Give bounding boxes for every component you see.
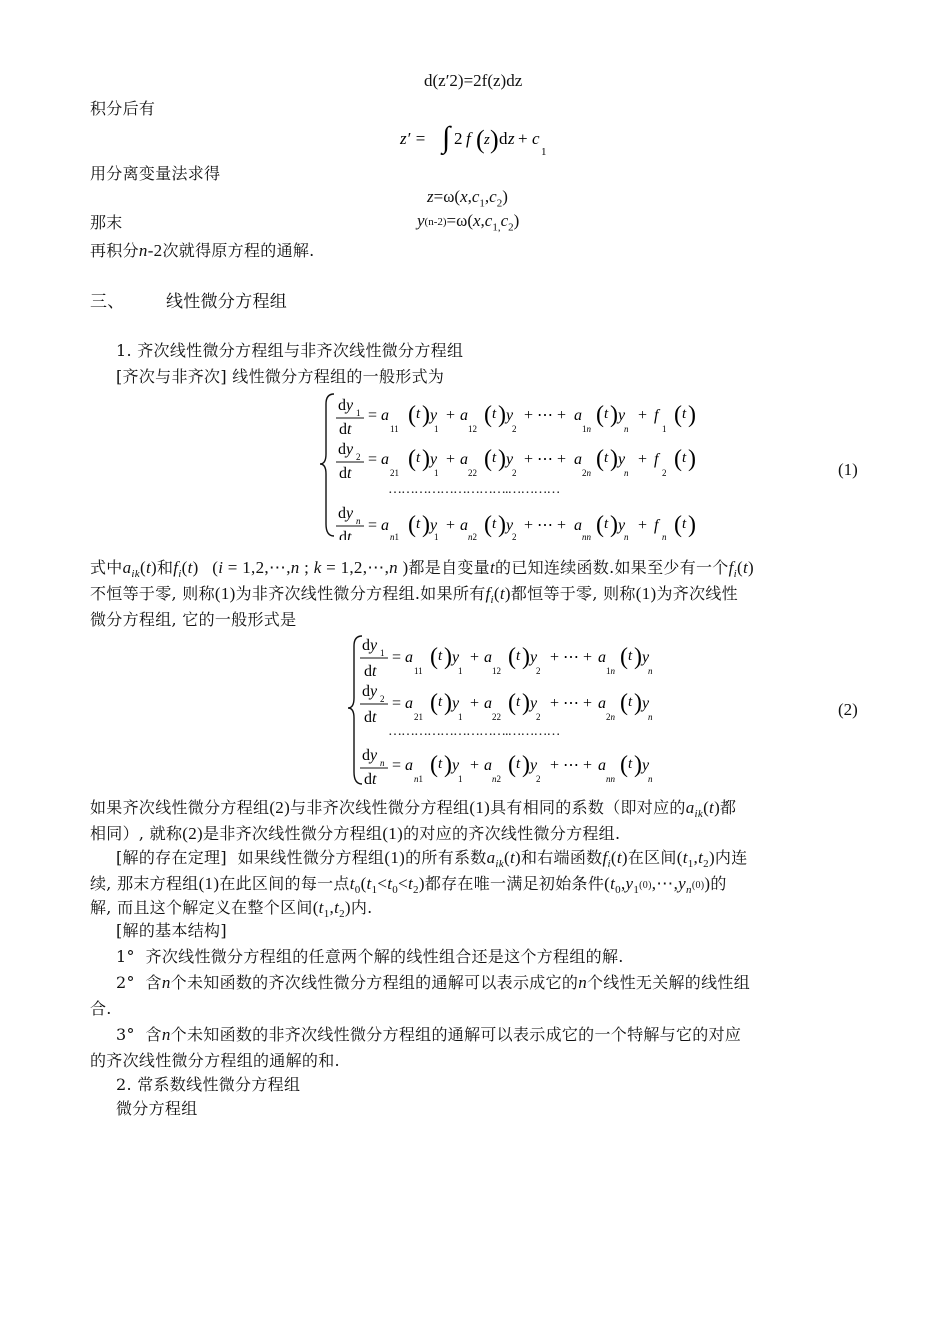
svg-text:a: a	[484, 649, 492, 666]
svg-text:1: 1	[434, 468, 439, 478]
svg-text:n: n	[624, 468, 629, 478]
svg-text:): )	[688, 402, 696, 428]
svg-text:n: n	[356, 516, 361, 526]
svg-text:+: +	[446, 407, 456, 424]
svg-text:+ ⋯ +: + ⋯ +	[524, 451, 567, 468]
equation-system-2	[346, 632, 686, 788]
svg-text:21: 21	[414, 712, 423, 722]
svg-text:2: 2	[536, 774, 541, 784]
svg-text:+ ⋯ +: + ⋯ +	[550, 649, 593, 666]
svg-text:y: y	[430, 407, 438, 424]
svg-text:+: +	[638, 451, 648, 468]
svg-text:y: y	[642, 695, 650, 712]
svg-text:t: t	[438, 648, 443, 664]
svg-text:t: t	[416, 406, 421, 422]
svg-text:y: y	[506, 517, 514, 534]
svg-text:(: (	[674, 512, 682, 538]
svg-text:y: y	[430, 451, 438, 468]
svg-text:t: t	[604, 516, 609, 532]
svg-text:n: n	[624, 532, 629, 540]
svg-text:a: a	[574, 407, 582, 424]
svg-text:y: y	[618, 451, 626, 468]
svg-text:f: f	[654, 451, 659, 468]
svg-text:y: y	[452, 757, 460, 774]
svg-text:= a: = a	[368, 407, 390, 424]
svg-text:2: 2	[536, 712, 541, 722]
svg-text:n2: n2	[468, 532, 477, 540]
svg-text:t: t	[604, 450, 609, 466]
svg-text:): )	[444, 644, 452, 670]
svg-text:2n: 2n	[582, 468, 591, 478]
subsection-1-title: 1. 齐次线性微分方程组与非齐次线性微分方程组	[116, 341, 464, 360]
svg-text:(: (	[674, 402, 682, 428]
paragraph-1-line-1: 式中$a_{ik}(t)$和$f_i(t) (i$ = 1,2,⋯,n ; k = 1,2,⋯,n )都是自变量t的已知连续函数.如果至少有一个$f_i(t)$	[90, 558, 754, 581]
svg-text:): )	[634, 752, 642, 778]
svg-text:a: a	[598, 757, 606, 774]
svg-text:+: +	[446, 451, 456, 468]
svg-text:f: f	[654, 517, 659, 534]
svg-text:n: n	[648, 712, 653, 722]
svg-text:): )	[522, 690, 530, 716]
svg-text:a: a	[460, 517, 468, 534]
svg-text:1: 1	[434, 532, 439, 540]
svg-text:11: 11	[390, 424, 399, 434]
paragraph-3-line-2: 续, 那末方程组(1)在此区间的每一点$t_0(t_1<t_0<t_2)$都存在唯一满足初始条件$(t_0,y_1(0),\cdots,y_n(0))$的	[90, 874, 727, 897]
svg-text:): )	[498, 446, 506, 472]
text-integrate-n2: 再积分n-2次就得原方程的通解.	[90, 241, 315, 260]
svg-text:dt: dt	[339, 421, 352, 438]
text-after-integration: 积分后有	[90, 99, 156, 118]
svg-text:y: y	[642, 649, 650, 666]
svg-text:y: y	[530, 649, 538, 666]
subsection-2-intro: 微分方程组	[116, 1099, 198, 1118]
svg-text:1: 1	[356, 408, 361, 418]
svg-text:): )	[522, 752, 530, 778]
svg-text:∫: ∫	[442, 121, 451, 154]
text-then: 那末	[90, 213, 123, 232]
svg-text:t: t	[416, 516, 421, 532]
svg-text:): )	[610, 446, 618, 472]
svg-text:n: n	[662, 532, 667, 540]
svg-text:2: 2	[536, 666, 541, 676]
svg-text:y: y	[530, 757, 538, 774]
svg-text:a: a	[574, 451, 582, 468]
svg-text:n: n	[624, 424, 629, 434]
svg-text:t: t	[438, 694, 443, 710]
svg-text:a: a	[460, 407, 468, 424]
svg-text:(: (	[430, 690, 438, 716]
svg-text:dy: dy	[362, 747, 378, 764]
svg-text:t: t	[492, 516, 497, 532]
svg-text:): )	[522, 644, 530, 670]
svg-text:22: 22	[468, 468, 477, 478]
svg-text:t: t	[416, 450, 421, 466]
svg-text:z′ =: z′ =	[400, 129, 427, 148]
svg-text:n1: n1	[414, 774, 423, 784]
basic-structure-heading: [解的基本结构]	[116, 921, 227, 940]
svg-text:+ ⋯ +: + ⋯ +	[524, 517, 567, 534]
svg-text:): )	[688, 512, 696, 538]
eq-zprime	[398, 120, 568, 162]
eq-z-omega: $z=\omega(x,c_1,c_2)$	[427, 187, 508, 210]
svg-text:= a: = a	[368, 517, 390, 534]
svg-text:f: f	[466, 129, 471, 148]
svg-text:+: +	[638, 517, 648, 534]
svg-text:y: y	[618, 407, 626, 424]
svg-text:y: y	[506, 407, 514, 424]
svg-text:+: +	[518, 129, 528, 148]
svg-text:(: (	[674, 446, 682, 472]
svg-text:t: t	[682, 516, 687, 532]
paragraph-1-line-2: 不恒等于零, 则称(1)为非齐次线性微分方程组.如果所有$f_i(t)$都恒等于零, 则称(1)为齐次线性	[90, 584, 738, 607]
svg-text:+ ⋯ +: + ⋯ +	[550, 695, 593, 712]
svg-text:y: y	[618, 517, 626, 534]
paragraph-3-line-1: [解的存在定理] 如果线性微分方程组(1)的所有系数$a_{ik}(t)$和右端函数$f_i(t)$在区间$(t_1,t_2)$内连	[116, 848, 748, 871]
svg-text:(: (	[596, 446, 604, 472]
svg-text:t: t	[516, 694, 521, 710]
svg-text:2: 2	[512, 468, 517, 478]
svg-text:): )	[610, 512, 618, 538]
svg-text:1n: 1n	[582, 424, 591, 434]
structure-item-3-line-2: 的齐次线性微分方程组的通解的和.	[90, 1051, 340, 1070]
svg-text:= a: = a	[392, 757, 414, 774]
svg-text:(: (	[408, 446, 416, 472]
svg-text:): )	[634, 690, 642, 716]
svg-text:22: 22	[492, 712, 501, 722]
svg-text:+: +	[470, 695, 480, 712]
svg-text:(: (	[430, 752, 438, 778]
svg-text:dt: dt	[364, 663, 377, 680]
svg-text:a: a	[598, 695, 606, 712]
svg-text:(: (	[620, 644, 628, 670]
svg-text:(: (	[508, 690, 516, 716]
svg-text:): )	[422, 402, 430, 428]
svg-text:+: +	[446, 517, 456, 534]
svg-text:(: (	[596, 512, 604, 538]
svg-text:y: y	[506, 451, 514, 468]
svg-text:12: 12	[492, 666, 501, 676]
svg-text:(: (	[508, 752, 516, 778]
svg-text:n: n	[380, 758, 385, 768]
svg-text:2n: 2n	[606, 712, 615, 722]
section-title: 线性微分方程组	[166, 292, 288, 312]
svg-text:t: t	[516, 756, 521, 772]
svg-text:nn: nn	[582, 532, 591, 540]
svg-text:): )	[444, 690, 452, 716]
svg-text:1: 1	[434, 424, 439, 434]
svg-text:): )	[688, 446, 696, 472]
svg-text:dy: dy	[338, 441, 354, 458]
svg-text:(: (	[484, 402, 492, 428]
svg-text:(: (	[408, 512, 416, 538]
svg-text:): )	[444, 752, 452, 778]
structure-item-2-line-2: 合.	[90, 999, 112, 1018]
paragraph-2-line-1: 如果齐次线性微分方程组(2)与非齐次线性微分方程组(1)具有相同的系数（即对应的$a_{ik}(t)$都	[90, 798, 737, 821]
svg-text:(: (	[408, 402, 416, 428]
system-2-dots: ……………………….…………	[388, 724, 560, 739]
svg-text:(: (	[620, 690, 628, 716]
svg-text:2: 2	[512, 424, 517, 434]
equation-number-2: (2)	[838, 700, 858, 719]
svg-text:(: (	[508, 644, 516, 670]
svg-text:): )	[610, 402, 618, 428]
svg-text:t: t	[604, 406, 609, 422]
svg-text:1n: 1n	[606, 666, 615, 676]
svg-text:z: z	[484, 132, 490, 148]
svg-text:dy: dy	[362, 637, 378, 654]
subsection-2-title: 2. 常系数线性微分方程组	[116, 1075, 301, 1094]
svg-text:(: (	[476, 125, 485, 154]
svg-text:): )	[634, 644, 642, 670]
svg-text:t: t	[628, 648, 633, 664]
svg-text:a: a	[484, 695, 492, 712]
svg-text:a: a	[484, 757, 492, 774]
svg-text:1: 1	[380, 648, 385, 658]
svg-text:t: t	[492, 406, 497, 422]
svg-text:11: 11	[414, 666, 423, 676]
svg-text:n: n	[648, 774, 653, 784]
svg-text:(: (	[484, 512, 492, 538]
svg-text:1: 1	[458, 666, 463, 676]
svg-text:t: t	[628, 756, 633, 772]
svg-text:(: (	[484, 446, 492, 472]
svg-text:t: t	[628, 694, 633, 710]
svg-text:y: y	[642, 757, 650, 774]
svg-text:y: y	[430, 517, 438, 534]
svg-text:1: 1	[662, 424, 667, 434]
svg-text:n1: n1	[390, 532, 399, 540]
system-1-dots: ……………………….…………	[388, 482, 560, 497]
svg-text:+: +	[470, 649, 480, 666]
svg-text:(: (	[620, 752, 628, 778]
svg-text:dt: dt	[364, 709, 377, 726]
svg-text:+: +	[470, 757, 480, 774]
svg-text:dt: dt	[364, 771, 377, 788]
svg-text:2: 2	[662, 468, 667, 478]
svg-text:t: t	[682, 406, 687, 422]
zprime-subscript: 1	[541, 146, 547, 158]
structure-item-1: 1° 齐次线性微分方程组的任意两个解的线性组合还是这个方程组的解.	[116, 947, 624, 966]
svg-text:dy: dy	[338, 397, 354, 414]
svg-text:c: c	[532, 129, 540, 148]
svg-text:a: a	[574, 517, 582, 534]
svg-text:+: +	[638, 407, 648, 424]
svg-text:z: z	[508, 129, 515, 148]
structure-item-3-line-1: 3° 含n个未知函数的非齐次线性微分方程组的通解可以表示成它的一个特解与它的对应	[116, 1025, 742, 1044]
paragraph-1-line-3: 微分方程组, 它的一般形式是	[90, 610, 297, 629]
paragraph-3-line-3: 解, 而且这个解定义在整个区间$(t_1,t_2)$内.	[90, 898, 373, 921]
svg-text:y: y	[530, 695, 538, 712]
svg-text:d: d	[499, 129, 508, 148]
equation-number-1: (1)	[838, 460, 858, 479]
subsection-1-intro: [齐次与非齐次] 线性微分方程组的一般形式为	[116, 367, 445, 386]
eq-dz: d(z′2)=2f(z)dz	[424, 71, 523, 90]
svg-text:t: t	[438, 756, 443, 772]
svg-text:n2: n2	[492, 774, 501, 784]
text-separation: 用分离变量法求得	[90, 164, 221, 183]
svg-text:2: 2	[454, 129, 463, 148]
svg-text:): )	[498, 512, 506, 538]
section-number: 三、	[90, 292, 125, 312]
paragraph-2-line-2: 相同）, 就称(2)是非齐次线性微分方程组(1)的对应的齐次线性微分方程组.	[90, 824, 621, 843]
svg-text:y: y	[452, 649, 460, 666]
svg-text:(: (	[430, 644, 438, 670]
svg-text:a: a	[598, 649, 606, 666]
svg-text:= a: = a	[392, 695, 414, 712]
svg-text:y: y	[452, 695, 460, 712]
svg-text:a: a	[460, 451, 468, 468]
structure-item-2-line-1: 2° 含n个未知函数的齐次线性微分方程组的通解可以表示成它的n个线性无关解的线性组	[116, 973, 751, 992]
svg-text:1: 1	[458, 774, 463, 784]
equation-system-1	[318, 390, 718, 540]
svg-text:12: 12	[468, 424, 477, 434]
eq-y-omega: $y(n-2)=\omega(x,c_{1,}c_2)$	[417, 211, 520, 234]
svg-text:): )	[498, 402, 506, 428]
svg-text:2: 2	[512, 532, 517, 540]
svg-text:nn: nn	[606, 774, 615, 784]
svg-text:21: 21	[390, 468, 399, 478]
svg-text:t: t	[516, 648, 521, 664]
svg-text:dy: dy	[338, 505, 354, 522]
svg-text:= a: = a	[392, 649, 414, 666]
svg-text:t: t	[682, 450, 687, 466]
svg-text:(: (	[596, 402, 604, 428]
svg-text:2: 2	[380, 694, 385, 704]
svg-text:): )	[490, 125, 499, 154]
svg-text:t: t	[492, 450, 497, 466]
svg-text:): )	[422, 446, 430, 472]
svg-text:= a: = a	[368, 451, 390, 468]
svg-text:): )	[422, 512, 430, 538]
svg-text:dy: dy	[362, 683, 378, 700]
svg-text:2: 2	[356, 452, 361, 462]
svg-text:f: f	[654, 407, 659, 424]
svg-text:+ ⋯ +: + ⋯ +	[524, 407, 567, 424]
svg-text:n: n	[648, 666, 653, 676]
svg-text:+ ⋯ +: + ⋯ +	[550, 757, 593, 774]
svg-text:dt: dt	[339, 465, 352, 482]
svg-text:dt: dt	[339, 529, 352, 540]
svg-text:1: 1	[458, 712, 463, 722]
